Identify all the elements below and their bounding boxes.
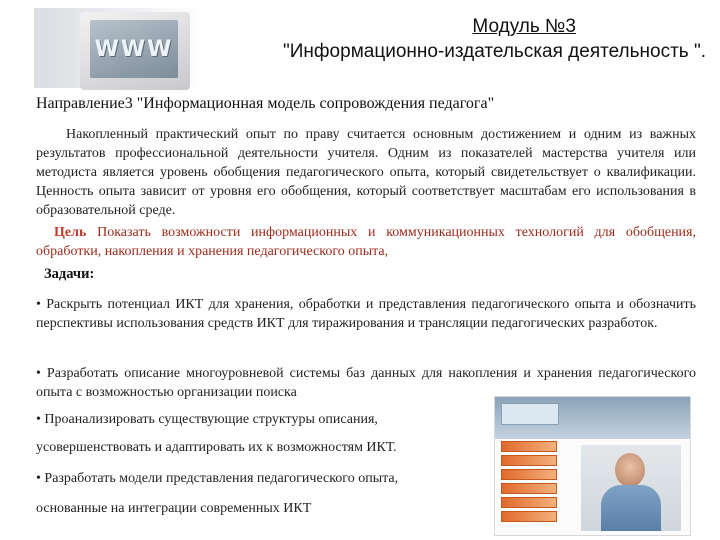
page-title xyxy=(146,14,706,64)
screenshot-menu-item xyxy=(501,469,557,480)
task-item: • Раскрыть потенциал ИКТ для хранения, обработки и представления педагогического опыта и обозначить перспективы использования средств ИКТ для тиражирования и трансляции педагогических разработок. xyxy=(36,297,696,331)
module-number: Модуль №3 xyxy=(472,16,576,37)
screenshot-menu xyxy=(501,441,557,525)
task-item: • Разработать описание многоуровневой системы баз данных для накопления и хранения педагогического опыта с возможностью организации поиска xyxy=(36,366,696,400)
task-item: • Разработать модели представления педагогического опыта, xyxy=(36,471,399,486)
website-screenshot-image xyxy=(494,396,691,536)
person-head xyxy=(615,453,645,487)
www-label: WWW xyxy=(94,36,174,62)
goal-label: Цель xyxy=(54,225,87,240)
direction-heading: Направление3 "Информационная модель сопровождения педагога" xyxy=(36,95,495,112)
screenshot-menu-item xyxy=(501,483,557,494)
person-body xyxy=(601,485,661,531)
screenshot-menu-item xyxy=(501,455,557,466)
module-name: "Информационно-издательская деятельность ". xyxy=(283,41,706,62)
task-item: • Проанализировать существующие структуры описания, xyxy=(36,412,378,427)
screenshot-site-logo xyxy=(501,403,559,425)
goal-paragraph xyxy=(36,223,696,261)
screenshot-menu-item xyxy=(501,511,557,522)
task-item-continued: основанные на интеграции современных ИКТ xyxy=(36,501,312,516)
task-item-continued: усовершенствовать и адаптировать их к возможностям ИКТ. xyxy=(36,440,397,455)
screenshot-menu-item xyxy=(501,441,557,452)
intro-paragraph: Накопленный практический опыт по праву считается основным достижением и одним из важных результатов профессиональной деятельности учителя. Одним из показателей мастерства учителя или методиста является уровень обобщения педагогического опыта, который свидетельствует о квалификации. Ценность опыта зависит от уровня его обобщения, который соответствует масштабам его использования в образовательной среде. xyxy=(36,127,696,218)
teacher-photo xyxy=(581,445,681,531)
tasks-heading: Задачи: xyxy=(44,266,95,282)
goal-text: Показать возможности информационных и коммуникационных технологий для обобщения, обработки, накопления и хранения педагогического опыта, xyxy=(36,225,696,259)
screenshot-menu-item xyxy=(501,497,557,508)
